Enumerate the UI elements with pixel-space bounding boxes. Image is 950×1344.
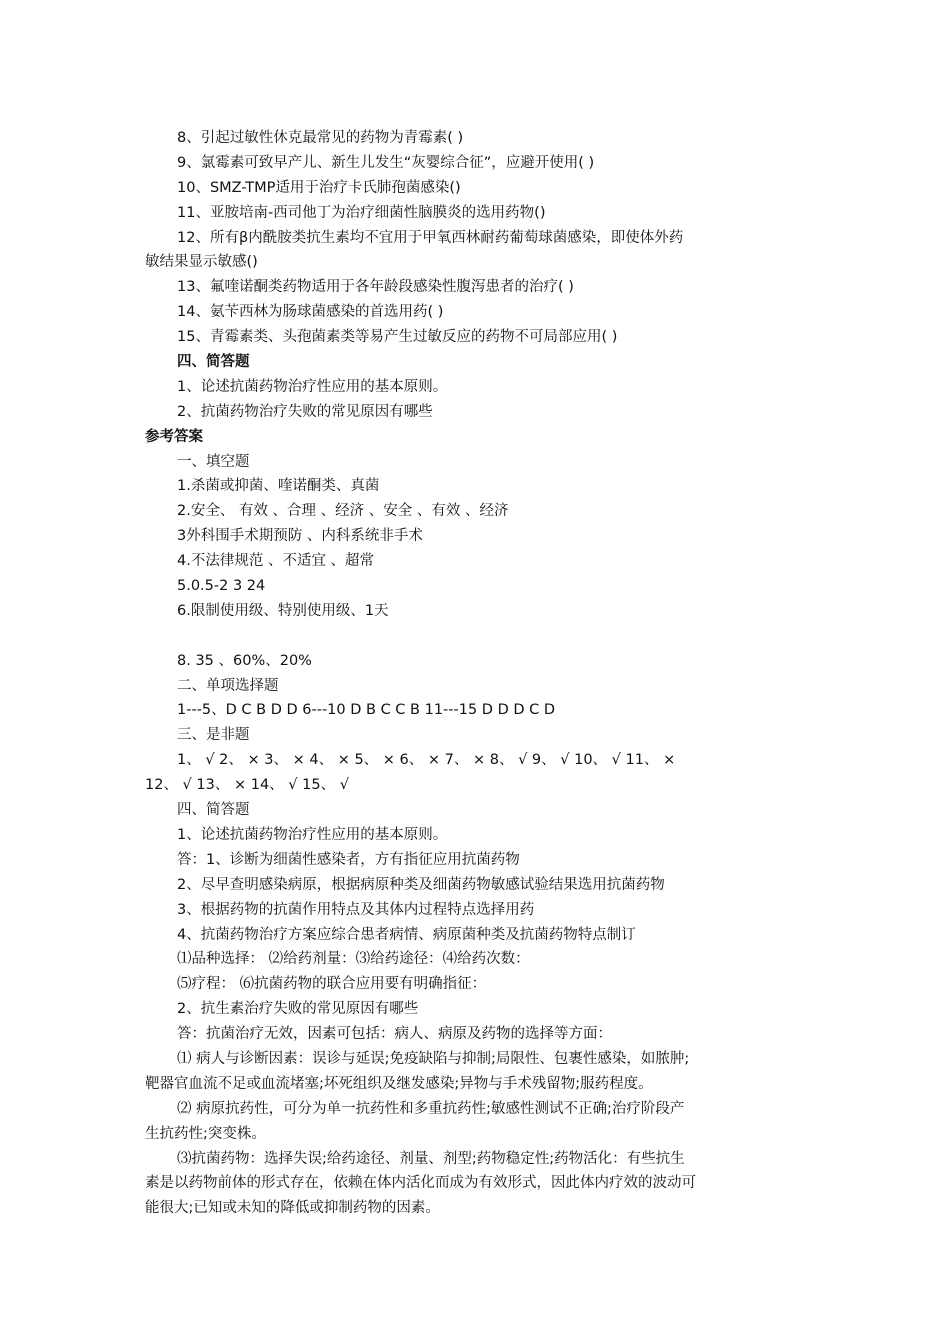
short-answer-line-3: 2、尽早查明感染病原，根据病原种类及细菌药物敏感试验结果选用抗菌药物 <box>177 876 665 893</box>
judge-answers-line1: 1、 √ 2、 × 3、 × 4、 × 5、 × 6、 × 7、 × 8、 √ 9、 √ 10、 √ 11、 × <box>177 752 676 769</box>
fill-answer-3: 3外科围手术期预防 、内科系统非手术 <box>177 528 423 545</box>
judge-question-15: 15、青霉素类、头孢菌素类等易产生过敏反应的药物不可局部应用( ) <box>177 329 618 346</box>
short-answer-line-8: 2、抗生素治疗失败的常见原因有哪些 <box>177 1001 419 1018</box>
judge-question-12-line1: 12、所有β内酰胺类抗生素均不宜用于甲氧西林耐药葡萄球菌感染，即使体外药 <box>177 229 684 246</box>
judge-answers-line2: 12、 √ 13、 × 14、 √ 15、 √ <box>145 777 349 794</box>
short-answer-line-6: ⑴品种选择： ⑵给药剂量：⑶给药途径：⑷给药次数： <box>177 951 530 968</box>
cause-pathogen-line2: 生抗药性;突变株。 <box>145 1125 266 1142</box>
answers-heading: 参考答案 <box>145 428 203 445</box>
judge-question-11: 11、亚胺培南-西司他丁为治疗细菌性脑膜炎的选用药物() <box>177 204 546 221</box>
cause-drug-line2: 素是以药物前体的形式存在，依赖在体内活化而成为有效形式，因此体内疗效的波动可 <box>145 1175 696 1192</box>
cause-drug-line1: ⑶抗菌药物：选择失误;给药途径、剂量、剂型;药物稳定性;药物活化：有些抗生 <box>177 1150 685 1167</box>
cause-drug-line3: 能很大;已知或未知的降低或抑制药物的因素。 <box>145 1200 440 1217</box>
blank-line <box>145 624 795 649</box>
judge-question-13: 13、氟喹诺酮类药物适用于各年龄段感染性腹泻患者的治疗( ) <box>177 279 574 296</box>
short-question-2: 2、抗菌药物治疗失败的常见原因有哪些 <box>177 403 433 420</box>
short-answer-line-4: 3、根据药物的抗菌作用特点及其体内过程特点选择用药 <box>177 901 535 918</box>
cause-pathogen-line1: ⑵ 病原抗药性，可分为单一抗药性和多重抗药性;敏感性测试不正确;治疗阶段产 <box>177 1100 685 1117</box>
answers-fill-heading: 一、填空题 <box>177 453 250 470</box>
answers-judge-heading: 三、是非题 <box>177 727 250 744</box>
answers-choice-heading: 二、单项选择题 <box>177 677 279 694</box>
judge-question-12-line2: 敏结果显示敏感() <box>145 254 258 271</box>
fill-answer-1: 1.杀菌或抑菌、喹诺酮类、真菌 <box>177 478 380 495</box>
short-question-1: 1、论述抗菌药物治疗性应用的基本原则。 <box>177 378 448 395</box>
short-answer-line-1: 1、论述抗菌药物治疗性应用的基本原则。 <box>177 826 448 843</box>
fill-answer-8: 8. 35 、60%、20% <box>177 652 312 669</box>
short-answer-line-7: ⑸疗程： ⑹抗菌药物的联合应用要有明确指征： <box>177 976 487 993</box>
judge-question-14: 14、氨苄西林为肠球菌感染的首选用药( ) <box>177 304 444 321</box>
judge-question-8: 8、引起过敏性休克最常见的药物为青霉素( ) <box>177 130 464 146</box>
choice-answers: 1---5、D C B D D 6---10 D B C C B 11---15 D D D C D <box>177 702 556 719</box>
judge-question-9: 9、氯霉素可致早产儿、新生儿发生“灰婴综合征”，应避开使用( ) <box>177 154 595 171</box>
fill-answer-6: 6.限制使用级、特别使用级、1天 <box>177 602 389 619</box>
section-heading-short-answer: 四、简答题 <box>177 354 250 371</box>
fill-answer-5: 5.0.5-2 3 24 <box>177 578 266 595</box>
answers-short-heading: 四、简答题 <box>177 802 250 819</box>
short-answer-line-9: 答：抗菌治疗无效，因素可包括：病人、病原及药物的选择等方面： <box>177 1026 612 1043</box>
short-answer-line-2: 答：1、诊断为细菌性感染者，方有指征应用抗菌药物 <box>177 851 520 868</box>
judge-question-10: 10、SMZ-TMP适用于治疗卡氏肺孢菌感染() <box>177 179 461 196</box>
fill-answer-2: 2.安全、 有效 、合理 、经济 、安全 、有效 、经济 <box>177 503 509 520</box>
cause-patient-line1: ⑴ 病人与诊断因素：误诊与延误;免疫缺陷与抑制;局限性、包裹性感染，如脓肿; <box>177 1050 690 1067</box>
cause-patient-line2: 靶器官血流不足或血流堵塞;坏死组织及继发感染;异物与手术残留物;服药程度。 <box>145 1075 653 1092</box>
document-body <box>145 126 795 1221</box>
fill-answer-4: 4.不法律规范 、不适宜 、超常 <box>177 553 375 570</box>
short-answer-line-5: 4、抗菌药物治疗方案应综合患者病情、病原菌种类及抗菌药物特点制订 <box>177 926 636 943</box>
